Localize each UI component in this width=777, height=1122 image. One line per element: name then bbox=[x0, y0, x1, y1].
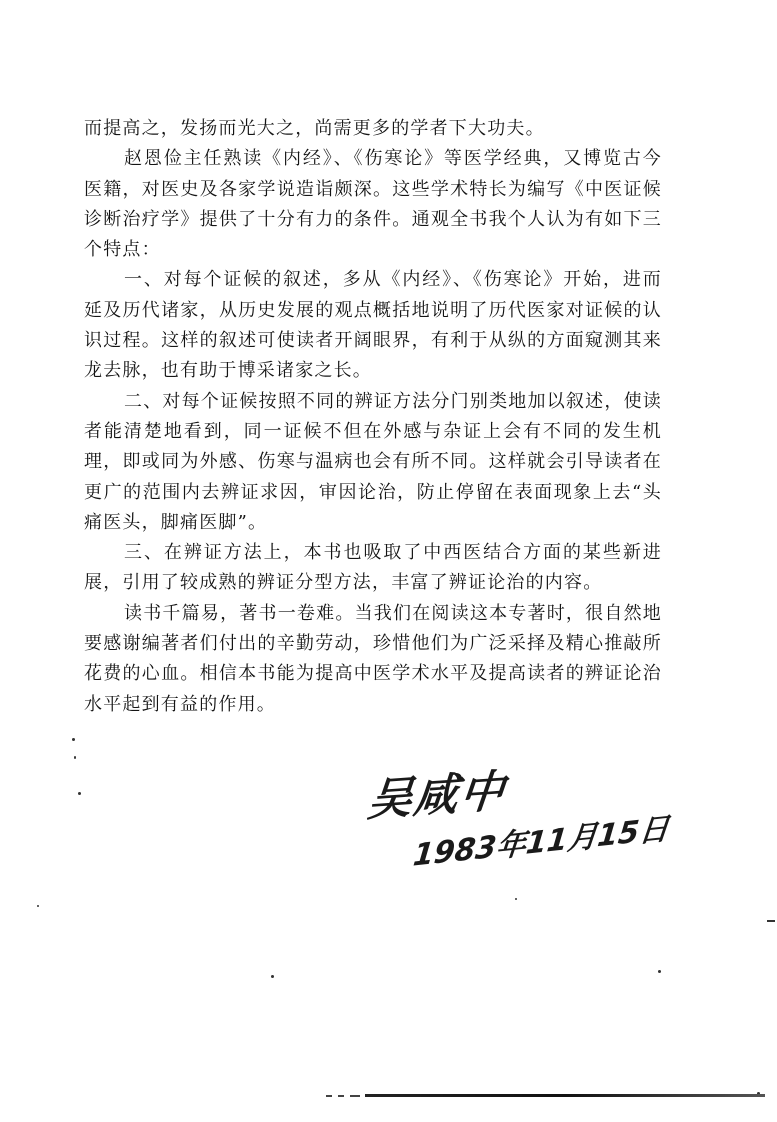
scan-edge-mark bbox=[767, 920, 775, 922]
scan-dash bbox=[350, 1095, 360, 1097]
handwritten-date: 1983年11月15日 bbox=[411, 811, 671, 874]
scan-speck bbox=[37, 905, 39, 907]
paragraph-feature-two: 二、对每个证候按照不同的辨证方法分门别类地加以叙述，使读者能清楚地看到，同一证候不但在外感与杂证上会有不同的发生机理，即或同为外感、伤寒与温病也会有所不同。这样就会引导读者在更广的范围内去辨证求因，审因论治，防止停留在表面现象上去“头痛医头，脚痛医脚”。 bbox=[84, 390, 662, 533]
scan-speck bbox=[78, 792, 81, 795]
scan-dash bbox=[338, 1095, 344, 1097]
paragraph-closing: 读书千篇易，著书一卷难。当我们在阅读这本专著时，很自然地要感谢编著者们付出的辛勤劳动，珍惜他们为广泛采择及精心推敲所花费的心血。相信本书能为提高中医学术水平及提高读者的辨证论治水平起到有益的作用。 bbox=[84, 602, 662, 715]
scan-dash bbox=[326, 1095, 332, 1097]
scan-speck bbox=[515, 898, 517, 900]
paragraph-continuation: 而提高之，发扬而光大之，尚需更多的学者下大功夫。 bbox=[84, 118, 545, 139]
scan-speck bbox=[658, 970, 661, 973]
scan-speck bbox=[271, 975, 274, 978]
handwritten-signature: 吴咸中 bbox=[365, 765, 509, 827]
paragraph-author-intro: 赵恩俭主任熟读《内经》、《伤寒论》等医学经典，又博览古今医籍，对医史及各家学说造诣颇深。这些学术特长为编写《中医证候诊断治疗学》提供了十分有力的条件。通观全书我个人认为有如下三个特点： bbox=[84, 148, 662, 261]
paragraph-feature-three: 三、在辨证方法上，本书也吸取了中西医结合方面的某些新进展，引用了较成熟的辨证分型方法，丰富了辨证论治的内容。 bbox=[84, 542, 662, 594]
bottom-scan-line bbox=[365, 1094, 765, 1097]
body-text bbox=[84, 114, 662, 720]
scan-speck bbox=[72, 738, 75, 741]
scan-speck bbox=[74, 756, 76, 759]
paragraph-feature-one: 一、对每个证候的叙述，多从《内经》、《伤寒论》开始，进而延及历代诸家，从历史发展的观点概括地说明了历代医家对证候的认识过程。这样的叙述可使读者开阔眼界，有利于从纵的方面窥测其来龙去脉，也有助于博采诸家之长。 bbox=[84, 269, 662, 382]
